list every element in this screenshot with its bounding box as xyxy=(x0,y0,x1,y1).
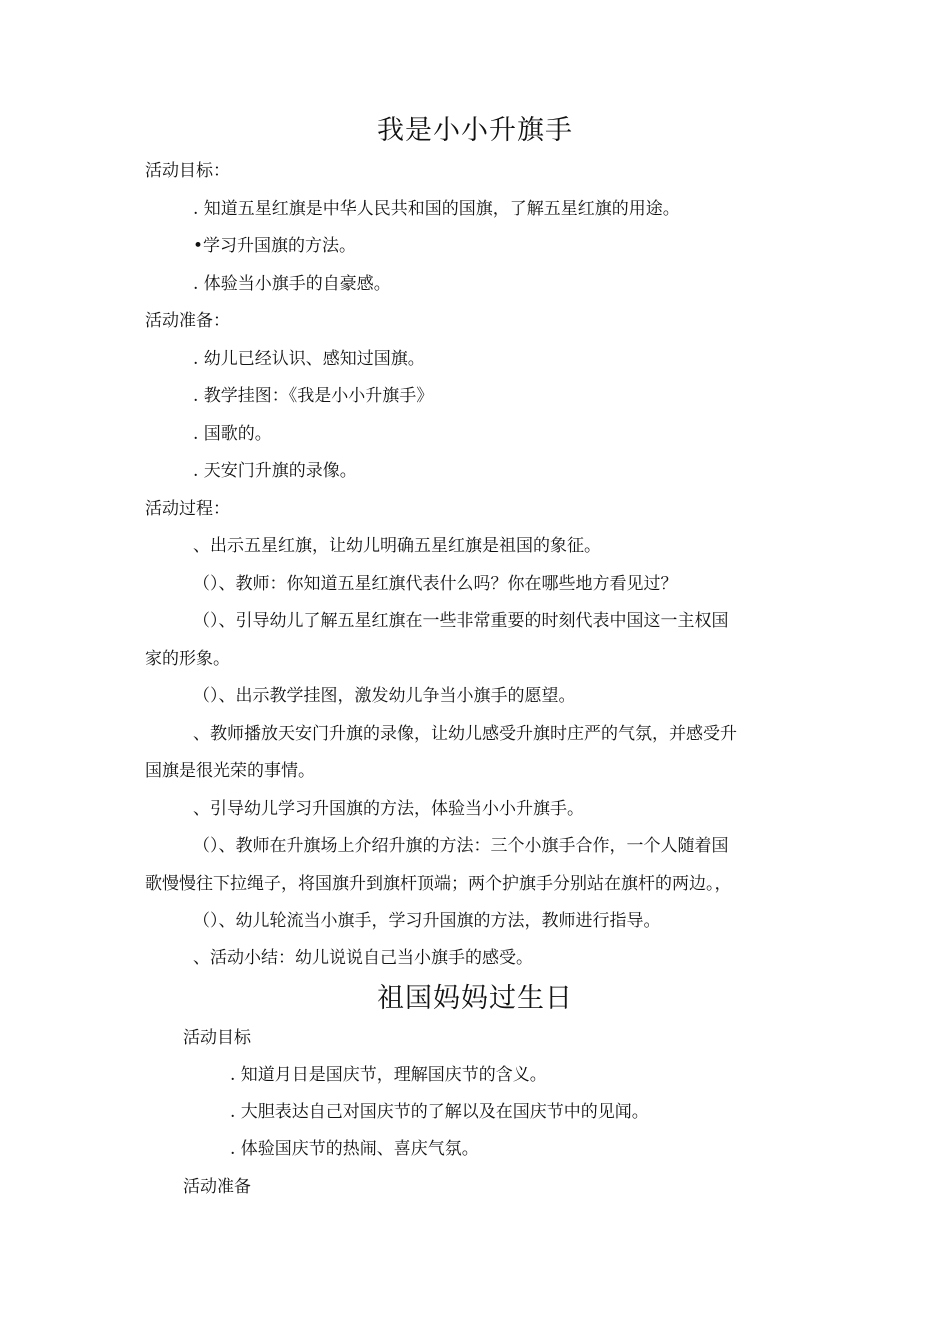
doc1-prep-item: . 天安门升旗的录像。 xyxy=(193,461,357,481)
doc2-goal-item: . 体验国庆节的热闹、喜庆气氛。 xyxy=(230,1139,479,1159)
doc1-process-line: 、活动小结：幼儿说说自己当小旗手的感受。 xyxy=(193,948,533,968)
doc1-goals-heading: 活动目标： xyxy=(145,161,230,181)
doc1-process-line: （）、教师：你知道五星红旗代表什么吗？你在哪些地方看见过？ xyxy=(193,574,678,594)
doc1-prep-heading: 活动准备： xyxy=(145,311,230,331)
doc1-process-line: （）、教师在升旗场上介绍升旗的方法：三个小旗手合作，一个人随着国 xyxy=(193,836,729,856)
doc1-goal-item: •学习升国旗的方法。 xyxy=(193,236,357,256)
doc1-process-heading: 活动过程： xyxy=(145,499,230,519)
doc1-title: 我是小小升旗手 xyxy=(377,115,573,146)
doc1-process-line: 、出示五星红旗，让幼儿明确五星红旗是祖国的象征。 xyxy=(193,536,601,556)
doc1-process-line: （）、出示教学挂图，激发幼儿争当小旗手的愿望。 xyxy=(193,686,576,706)
doc2-goal-item: . 大胆表达自己对国庆节的了解以及在国庆节中的见闻。 xyxy=(230,1102,649,1122)
doc1-process-line: （）、引导幼儿了解五星红旗在一些非常重要的时刻代表中国这一主权国 xyxy=(193,611,729,631)
doc1-goal-item: . 知道五星红旗是中华人民共和国的国旗，了解五星红旗的用途。 xyxy=(193,199,680,219)
doc1-goal-item: . 体验当小旗手的自豪感。 xyxy=(193,274,391,294)
doc1-prep-item: . 幼儿已经认识、感知过国旗。 xyxy=(193,349,425,369)
doc1-process-line: 歌慢慢往下拉绳子，将国旗升到旗杆顶端；两个护旗手分别站在旗杆的两边。， xyxy=(145,874,732,894)
doc1-process-line: 家的形象。 xyxy=(145,649,230,669)
doc1-process-line: 、教师播放天安门升旗的录像，让幼儿感受升旗时庄严的气氛，并感受升 xyxy=(193,724,737,744)
doc2-prep-heading: 活动准备 xyxy=(183,1177,251,1197)
doc1-process-line: 、引导幼儿学习升国旗的方法，体验当小小升旗手。 xyxy=(193,799,584,819)
doc2-title: 祖国妈妈过生日 xyxy=(377,983,573,1014)
doc1-prep-item: . 国歌的。 xyxy=(193,424,272,444)
doc1-process-line: （）、幼儿轮流当小旗手，学习升国旗的方法，教师进行指导。 xyxy=(193,911,661,931)
doc1-prep-item: . 教学挂图：《我是小小升旗手》 xyxy=(193,386,434,406)
doc2-goal-item: . 知道月日是国庆节，理解国庆节的含义。 xyxy=(230,1065,547,1085)
doc2-goals-heading: 活动目标 xyxy=(183,1028,251,1048)
doc1-process-line: 国旗是很光荣的事情。 xyxy=(145,761,315,781)
